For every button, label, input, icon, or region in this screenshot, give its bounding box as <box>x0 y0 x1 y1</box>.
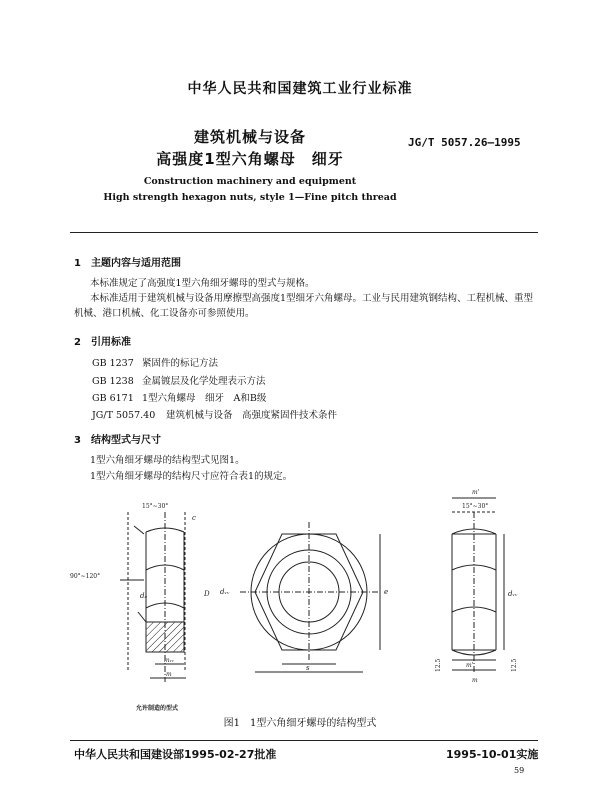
section-1-para-1: 本标准规定了高强度1型六角细牙螺母的型式与规格。 <box>90 278 315 289</box>
angle-top-label: 15°~30° <box>142 503 169 510</box>
standard-body-title: 中华人民共和国建筑工业行业标准 <box>187 81 413 97</box>
ref-row <box>92 407 337 421</box>
r-label-right: 12.5 <box>511 658 518 672</box>
ref-desc: 紧固件的标记方法 <box>142 358 219 369</box>
ref-desc: 金属镀层及化学处理表示方法 <box>142 376 266 387</box>
footer-divider <box>70 740 538 741</box>
section-3-para-1: 1型六角细牙螺母的结构型式见图1。 <box>90 455 245 466</box>
side-elevation-view <box>452 498 504 674</box>
nut-drawing-figure <box>60 482 540 712</box>
figure-caption: 图1 1型六角细牙螺母的结构型式 <box>223 718 377 729</box>
ref-code: GB 1238 <box>92 376 134 387</box>
approval-date: 中华人民共和国建设部1995-02-27批准 <box>74 748 277 761</box>
ref-desc: 建筑机械与设备 高强度紧固件技术条件 <box>166 410 338 421</box>
m-label-right: m <box>472 677 478 684</box>
top-view-hexagon <box>240 522 380 672</box>
da-label: dₐ <box>140 592 148 600</box>
ref-code: JG/T 5057.40 <box>92 410 156 421</box>
e-label: e <box>384 588 389 596</box>
figure-note: 允许制造的型式 <box>136 705 179 712</box>
title-en-line2: High strength hexagon nuts, style 1—Fine pitch thread <box>103 192 397 203</box>
page-number: 59 <box>514 766 525 775</box>
angle-side-label: 90°~120° <box>70 573 101 580</box>
m-dprime-label: m' <box>466 662 474 669</box>
dw-label: dᵥᵥ <box>220 588 230 596</box>
mw-label: mᵥᵥ <box>164 657 175 664</box>
ref-code: GB 1237 <box>92 358 134 369</box>
m-prime-label: m' <box>472 489 480 496</box>
section-1-para-2: 本标准适用于建筑机械与设备用摩擦型高强度1型细牙六角螺母。工业与民用建筑钢结构、工程机械、重型机械、港口机械、化工设备亦可参照使用。 <box>74 293 534 319</box>
angle-top-label-right: 15°~30° <box>462 503 489 510</box>
title-en-line1: Construction machinery and equipment <box>143 176 357 187</box>
ref-code: GB 6171 <box>92 393 134 404</box>
title-divider <box>70 232 538 233</box>
section-1-heading: 1 主题内容与适用范围 <box>74 258 181 269</box>
title-cn-line1: 建筑机械与设备 <box>193 128 306 146</box>
ref-row <box>92 373 266 387</box>
r-label-left: 12.5 <box>435 658 442 672</box>
m-label: m <box>166 671 172 678</box>
c-label: c <box>192 514 196 522</box>
section-3-heading: 3 结构型式与尺寸 <box>74 435 161 446</box>
section-2-heading: 2 引用标准 <box>74 337 131 348</box>
dw-label-right: dᵥᵥ <box>508 590 518 598</box>
ref-row <box>92 390 266 404</box>
ref-desc: 1型六角螺母 细牙 A和B级 <box>142 393 267 404</box>
s-label: s <box>306 664 310 672</box>
implementation-date: 1995-10-01实施 <box>446 748 539 761</box>
title-cn-line2: 高强度1型六角螺母 细牙 <box>156 150 344 168</box>
standard-code: JG/T 5057.26—1995 <box>408 136 521 149</box>
D-label: D <box>204 590 210 598</box>
side-section-view <box>120 512 186 682</box>
ref-row <box>92 355 218 369</box>
section-3-para-2: 1型六角细牙螺母的结构尺寸应符合表1的规定。 <box>90 471 293 482</box>
